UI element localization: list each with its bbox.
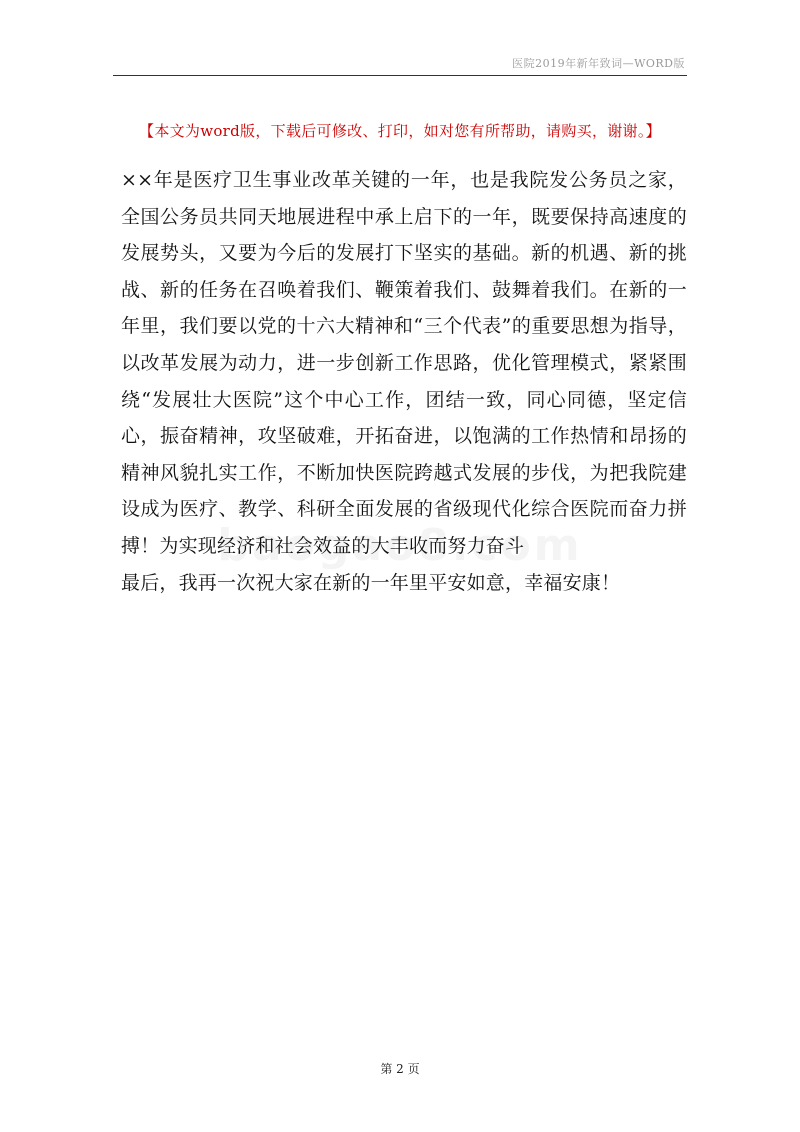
document-body [121, 162, 687, 601]
body-paragraph-2: 最后，我再一次祝大家在新的一年里平安如意，幸福安康！ [121, 571, 621, 594]
page-number: 第 2 页 [380, 1062, 420, 1076]
header-divider [113, 75, 687, 76]
header-title: 医院2019年新年致词—WORD版 [512, 57, 685, 70]
body-paragraph-1: ××年是医疗卫生事业改革关键的一年，也是我院发公务员之家，全国公务员共同天地展进程中承上启下的一年，既要保持高速度的发展势头，又要为今后的发展打下坚实的基础。新的机遇、新的挑战、新的任务在召唤着我们、鞭策着我们、鼓舞着我们。在新的一年里，我们要以党的十六大精神和“三个代表”的重要思想为指导，以改革发展为动力，进一步创新工作思路，优化管理模式，紧紧围绕“发展壮大医院”这个中心工作，团结一致，同心同德，坚定信心，振奋精神，攻坚破难，开拓奋进，以饱满的工作热情和昂扬的精神风貌扎实工作，不断加快医院跨越式发展的步伐，为把我院建设成为医疗、教学、科研全面发展的省级现代化综合医院而奋力拼搏！为实现经济和社会效益的大丰收而努力奋斗 [121, 169, 687, 557]
download-notice: 【本文为word版，下载后可修改、打印，如对您有所帮助，请购买，谢谢。】 [139, 122, 661, 140]
